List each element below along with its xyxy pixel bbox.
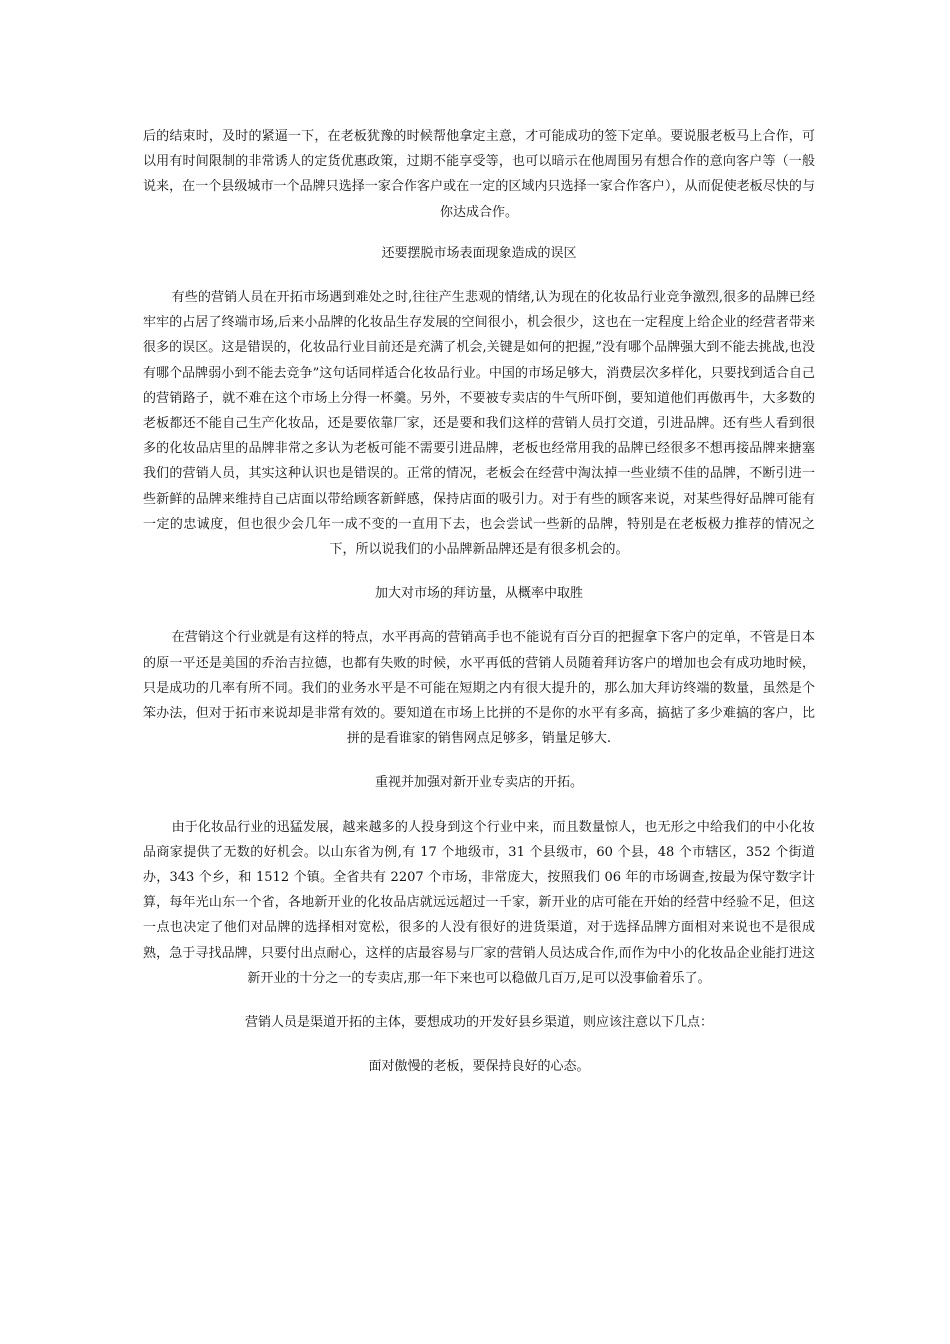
heading-market-misconception: 还要摆脱市场表面现象造成的误区 (381, 245, 577, 261)
heading-sales-staff-points: 营销人员是渠道开拓的主体，要想成功的开发好县乡渠道，则应该注意以下几点： (244, 1015, 713, 1031)
document-body (143, 124, 815, 1080)
paragraph-increase-visits: 在营销这个行业就是有这样的特点，水平再高的营销高手也不能说有百分百的把握拿下客户的定单，不管是日本的原一平还是美国的乔治吉拉德，也都有失败的时候，水平再低的营销人员随着拜访客户的增加也会有成功地时候，只是成功的几率有所不同。我们的业务水平是不可能在短期之内有很大提升的，那么加大拜访终端的数量，虽然是个笨办法，但对于拓市来说却是非常有效的。要知道在市场上比拼的不是你的水平有多高，搞掂了多少难搞的客户，比拼的是看谁家的销售网点足够多，销量足够大. (143, 630, 815, 747)
heading-increase-visits: 加大对市场的拜访量，从概率中取胜 (374, 586, 583, 602)
heading-new-stores: 重视并加强对新开业专卖店的开拓。 (374, 775, 583, 791)
paragraph-closing-deal: 后的结束时，及时的紧逼一下，在老板犹豫的时候帮他拿定主意，才可能成功的签下定单。要说服老板马上合作，可以用有时间限制的非常诱人的定货优惠政策，过期不能享受等，也可以暗示在他周围另有想合作的意向客户等（一般说来，在一个县级城市一个品牌只选择一家合作客户或在一定的区域内只选择一家合作客户），从而促使老板尽快的与你达成合作。 (143, 129, 815, 220)
paragraph-market-misconception: 有些的营销人员在开拓市场遇到难处之时,往往产生悲观的情绪,认为现在的化妆品行业竞争激烈,很多的品牌已经牢牢的占居了终端市场,后来小品牌的化妆品生存发展的空间很小，机会很少，这也在一定程度上给企业的经营者带来很多的误区。这是错误的，化妆品行业目前还是充满了机会,关键是如何的把握,”没有哪个品牌强大到不能去挑战,也没有哪个品牌弱小到不能去竞争”这句话同样适合化妆品行业。中国的市场足够大，消费层次多样化，只要找到适合自己的营销路子，就不难在这个市场上分得一杯羹。另外，不要被专卖店的牛气所吓倒，要知道他们再傲再牛，大多数的老板都还不能自己生产化妆品，还是要依靠厂家，还是要和我们这样的营销人员打交道，引进品牌。还有些人看到很多的化妆品店里的品牌非常之多认为老板可能不需要引进品牌，老板也经常用我的品牌已经很多不想再接品牌来搪塞我们的营销人员，其实这种认识也是错误的。正常的情况，老板会在经营中淘汰掉一些业绩不佳的品牌，不断引进一些新鲜的品牌来维持自己店面以带给顾客新鲜感，保持店面的吸引力。对于有些的顾客来说，对某些得好品牌可能有一定的忠诚度，但也很少会几年一成不变的一直用下去，也会尝试一些新的品牌，特别是在老板极力推荐的情况之下，所以说我们的小品牌新品牌还是有很多机会的。 (143, 290, 815, 558)
paragraph-new-stores: 由于化妆品行业的迅猛发展，越来越多的人投身到这个行业中来，而且数量惊人，也无形之中给我们的中小化妆品商家提供了无数的好机会。以山东省为例,有 17 个地级市，31 个县级市，60 个县，48 个市辖区，352 个街道办，343 个乡，和 1512 个镇。全省共有 2207 个市场，非常庞大，按照我们 06 年的市场调查,按最为保守数字计算，每年光山东一个省，各地新开业的化妆品店就远远超过一千家，新开业的店可能在开始的经营中经验不足，但这一点也决定了他们对品牌的选择相对宽松，很多的人没有很好的进货渠道，对于选择品牌方面相对来说也不是很成熟，急于寻找品牌，只要付出点耐心，这样的店最容易与厂家的营销人员达成合作,而作为中小的化妆品企业能打进这新开业的十分之一的专卖店,那一年下来也可以稳做几百万,足可以没事偷着乐了。 (143, 819, 815, 986)
heading-arrogant-boss: 面对傲慢的老板，要保持良好的心态。 (368, 1059, 590, 1075)
